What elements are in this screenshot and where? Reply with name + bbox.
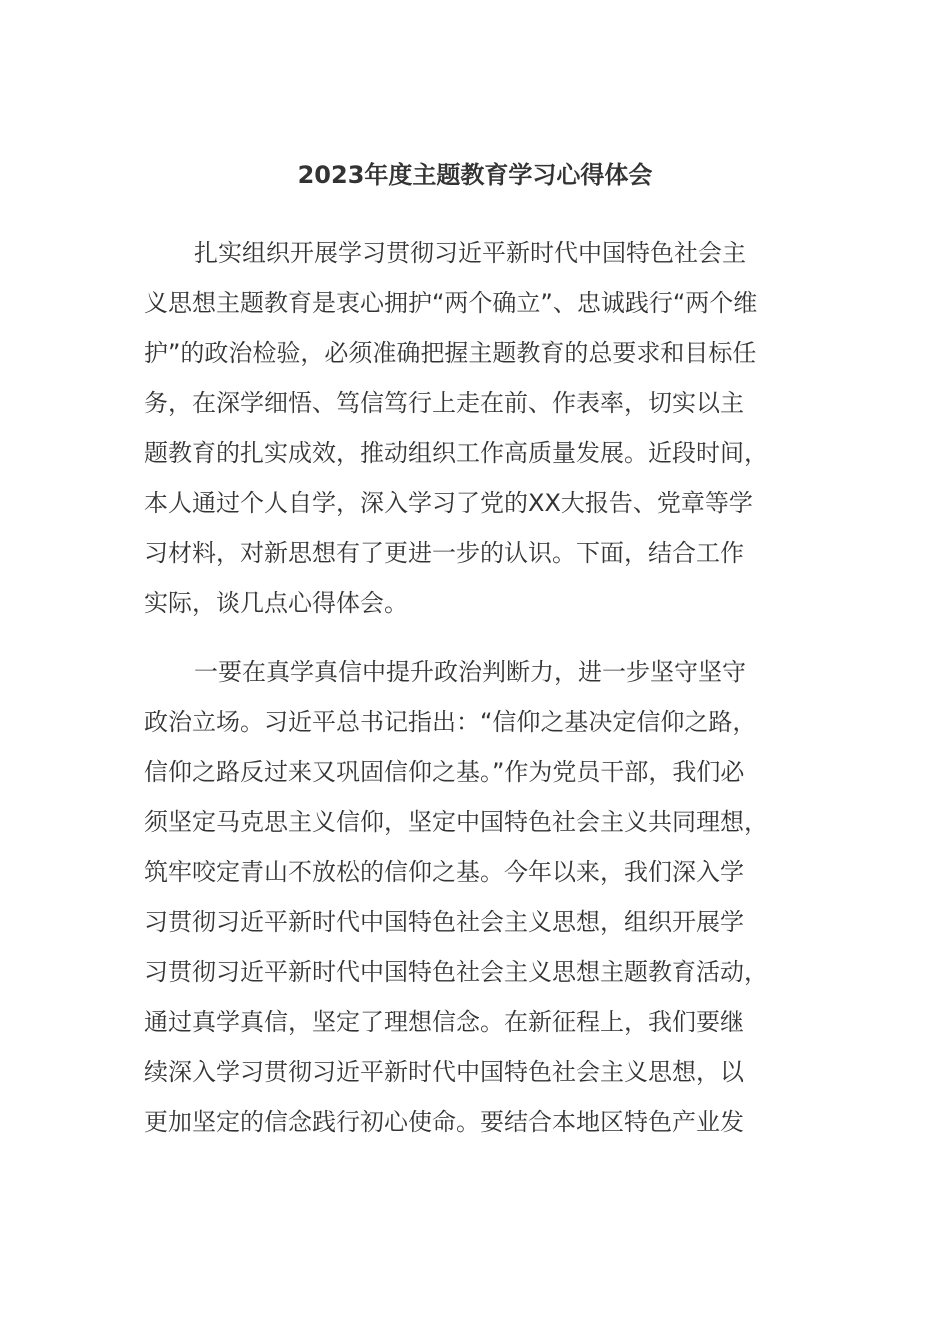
paragraph-point-one <box>144 647 806 1147</box>
paragraph-line: 实际，谈几点心得体会。 <box>144 589 408 617</box>
paragraph-line: 习材料，对新思想有了更进一步的认识。下面，结合工作 <box>144 539 744 567</box>
paragraph-line: 护”的政治检验，必须准确把握主题教育的总要求和目标任 <box>144 339 757 367</box>
paragraph-line: 通过真学真信，坚定了理想信念。在新征程上，我们要继 <box>144 1008 744 1036</box>
paragraph-line: 题教育的扎实成效，推动组织工作高质量发展。近段时间， <box>144 439 768 467</box>
paragraph-line: 筑牢咬定青山不放松的信仰之基。今年以来，我们深入学 <box>144 858 744 886</box>
paragraph-line: 本人通过个人自学，深入学习了党的XX大报告、党章等学 <box>144 489 753 517</box>
paragraph-line: 更加坚定的信念践行初心使命。要结合本地区特色产业发 <box>144 1108 744 1136</box>
paragraph-line: 义思想主题教育是衷心拥护“两个确立”、忠诚践行“两个维 <box>144 289 758 317</box>
paragraph-line: 务，在深学细悟、笃信笃行上走在前、作表率，切实以主 <box>144 389 744 417</box>
paragraph-line: 一要在真学真信中提升政治判断力，进一步坚守坚守 <box>194 658 746 686</box>
paragraph-line: 政治立场。习近平总书记指出：“信仰之基决定信仰之路， <box>144 708 757 736</box>
paragraph-line: 习贯彻习近平新时代中国特色社会主义思想，组织开展学 <box>144 908 744 936</box>
paragraph-line: 扎实组织开展学习贯彻习近平新时代中国特色社会主 <box>194 239 746 267</box>
paragraph-line: 习贯彻习近平新时代中国特色社会主义思想主题教育活动， <box>144 958 768 986</box>
paragraph-intro <box>144 228 806 628</box>
paragraph-line: 信仰之路反过来又巩固信仰之基。”作为党员干部，我们必 <box>144 758 745 786</box>
paragraph-line: 须坚定马克思主义信仰，坚定中国特色社会主义共同理想， <box>144 808 768 836</box>
paragraph-line: 续深入学习贯彻习近平新时代中国特色社会主义思想，以 <box>144 1058 744 1086</box>
document-title: 2023年度主题教育学习心得体会 <box>297 161 653 189</box>
